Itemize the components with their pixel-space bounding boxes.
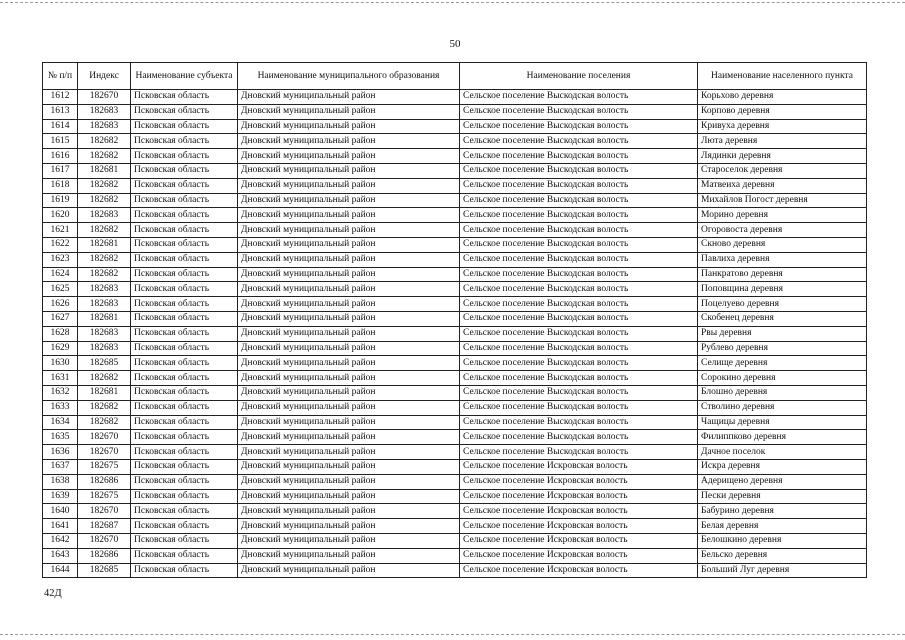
cell-municipality: Дновский муниципальный район xyxy=(238,371,460,386)
cell-row-number: 1633 xyxy=(43,400,78,415)
cell-municipality: Дновский муниципальный район xyxy=(238,90,460,105)
header-row-number: № п/п xyxy=(43,63,78,90)
cell-settlement: Сельское поселение Выскодская волость xyxy=(460,134,698,149)
cell-locality: Поповщина деревня xyxy=(698,282,867,297)
cell-settlement: Сельское поселение Искровская волость xyxy=(460,489,698,504)
cell-locality: Белая деревня xyxy=(698,519,867,534)
table-row xyxy=(43,134,867,149)
cell-settlement: Сельское поселение Выскодская волость xyxy=(460,237,698,252)
cell-postal-index: 182670 xyxy=(78,90,131,105)
cell-settlement: Сельское поселение Искровская волость xyxy=(460,459,698,474)
cell-settlement: Сельское поселение Выскодская волость xyxy=(460,311,698,326)
cell-postal-index: 182681 xyxy=(78,385,131,400)
cell-postal-index: 182682 xyxy=(78,252,131,267)
cell-municipality: Дновский муниципальный район xyxy=(238,459,460,474)
cell-settlement: Сельское поселение Выскодская волость xyxy=(460,445,698,460)
cell-subject: Псковская область xyxy=(131,208,238,223)
cell-subject: Псковская область xyxy=(131,267,238,282)
table-row xyxy=(43,223,867,238)
cell-subject: Псковская область xyxy=(131,223,238,238)
cell-municipality: Дновский муниципальный район xyxy=(238,430,460,445)
cell-row-number: 1622 xyxy=(43,237,78,252)
table-row xyxy=(43,208,867,223)
cell-row-number: 1644 xyxy=(43,563,78,578)
cell-subject: Псковская область xyxy=(131,297,238,312)
cell-subject: Псковская область xyxy=(131,504,238,519)
table-row xyxy=(43,489,867,504)
cell-row-number: 1618 xyxy=(43,178,78,193)
cell-settlement: Сельское поселение Выскодская волость xyxy=(460,252,698,267)
cell-postal-index: 182683 xyxy=(78,341,131,356)
cell-settlement: Сельское поселение Выскодская волость xyxy=(460,178,698,193)
cell-settlement: Сельское поселение Выскодская волость xyxy=(460,356,698,371)
cell-settlement: Сельское поселение Выскодская волость xyxy=(460,371,698,386)
cell-subject: Псковская область xyxy=(131,415,238,430)
cell-settlement: Сельское поселение Выскодская волость xyxy=(460,326,698,341)
cell-postal-index: 182670 xyxy=(78,445,131,460)
cell-postal-index: 182683 xyxy=(78,326,131,341)
cell-subject: Псковская область xyxy=(131,356,238,371)
cell-locality: Староселок деревня xyxy=(698,163,867,178)
cell-postal-index: 182682 xyxy=(78,178,131,193)
cell-municipality: Дновский муниципальный район xyxy=(238,178,460,193)
cell-locality: Огоровоста деревня xyxy=(698,223,867,238)
cell-locality: Скобенец деревня xyxy=(698,311,867,326)
cell-municipality: Дновский муниципальный район xyxy=(238,563,460,578)
table-row xyxy=(43,104,867,119)
cell-settlement: Сельское поселение Искровская волость xyxy=(460,519,698,534)
cell-locality: Корпово деревня xyxy=(698,104,867,119)
cell-municipality: Дновский муниципальный район xyxy=(238,252,460,267)
cell-locality: Белошкино деревня xyxy=(698,533,867,548)
cell-row-number: 1627 xyxy=(43,311,78,326)
table-row xyxy=(43,119,867,134)
cell-subject: Псковская область xyxy=(131,178,238,193)
cell-locality: Адерищено деревня xyxy=(698,474,867,489)
cell-row-number: 1643 xyxy=(43,548,78,563)
cell-postal-index: 182685 xyxy=(78,356,131,371)
cell-row-number: 1625 xyxy=(43,282,78,297)
cell-settlement: Сельское поселение Выскодская волость xyxy=(460,208,698,223)
cell-subject: Псковская область xyxy=(131,533,238,548)
cell-subject: Псковская область xyxy=(131,563,238,578)
cell-row-number: 1613 xyxy=(43,104,78,119)
cell-row-number: 1624 xyxy=(43,267,78,282)
cell-subject: Псковская область xyxy=(131,237,238,252)
cell-settlement: Сельское поселение Выскодская волость xyxy=(460,400,698,415)
cell-municipality: Дновский муниципальный район xyxy=(238,163,460,178)
cell-row-number: 1638 xyxy=(43,474,78,489)
cell-settlement: Сельское поселение Искровская волость xyxy=(460,563,698,578)
cell-municipality: Дновский муниципальный район xyxy=(238,149,460,164)
cell-settlement: Сельское поселение Выскодская волость xyxy=(460,193,698,208)
cell-locality: Михайлов Погост деревня xyxy=(698,193,867,208)
cell-row-number: 1619 xyxy=(43,193,78,208)
cell-municipality: Дновский муниципальный район xyxy=(238,341,460,356)
cell-postal-index: 182683 xyxy=(78,208,131,223)
cell-municipality: Дновский муниципальный район xyxy=(238,415,460,430)
cell-subject: Псковская область xyxy=(131,474,238,489)
cell-subject: Псковская область xyxy=(131,193,238,208)
footer-code: 42Д xyxy=(44,588,62,599)
cell-postal-index: 182670 xyxy=(78,533,131,548)
cell-municipality: Дновский муниципальный район xyxy=(238,193,460,208)
table-body xyxy=(43,90,867,578)
cell-postal-index: 182670 xyxy=(78,504,131,519)
cell-settlement: Сельское поселение Выскодская волость xyxy=(460,415,698,430)
cell-settlement: Сельское поселение Выскодская волость xyxy=(460,119,698,134)
table-row xyxy=(43,385,867,400)
cell-subject: Псковская область xyxy=(131,400,238,415)
cell-locality: Рублево деревня xyxy=(698,341,867,356)
cell-locality: Чащицы деревня xyxy=(698,415,867,430)
cell-row-number: 1621 xyxy=(43,223,78,238)
cell-subject: Псковская область xyxy=(131,430,238,445)
cell-postal-index: 182682 xyxy=(78,193,131,208)
table-row xyxy=(43,341,867,356)
cell-postal-index: 182681 xyxy=(78,311,131,326)
cell-postal-index: 182681 xyxy=(78,163,131,178)
header-locality: Наименование населенного пункта xyxy=(698,63,867,90)
scan-top-edge xyxy=(0,2,905,3)
cell-postal-index: 182685 xyxy=(78,563,131,578)
cell-municipality: Дновский муниципальный район xyxy=(238,474,460,489)
cell-row-number: 1628 xyxy=(43,326,78,341)
cell-locality: Павлиха деревня xyxy=(698,252,867,267)
cell-postal-index: 182682 xyxy=(78,134,131,149)
table-row xyxy=(43,415,867,430)
scan-bottom-edge xyxy=(0,634,905,635)
table-row xyxy=(43,149,867,164)
table-row xyxy=(43,356,867,371)
cell-municipality: Дновский муниципальный район xyxy=(238,104,460,119)
table-row xyxy=(43,326,867,341)
cell-settlement: Сельское поселение Выскодская волость xyxy=(460,385,698,400)
cell-settlement: Сельское поселение Искровская волость xyxy=(460,533,698,548)
cell-municipality: Дновский муниципальный район xyxy=(238,356,460,371)
cell-postal-index: 182686 xyxy=(78,474,131,489)
table-row xyxy=(43,504,867,519)
header-subject: Наименование субъекта xyxy=(131,63,238,90)
cell-subject: Псковская область xyxy=(131,311,238,326)
table-row xyxy=(43,267,867,282)
cell-municipality: Дновский муниципальный район xyxy=(238,208,460,223)
cell-subject: Псковская область xyxy=(131,459,238,474)
cell-settlement: Сельское поселение Искровская волость xyxy=(460,548,698,563)
header-municipality: Наименование муниципального образования xyxy=(238,63,460,90)
cell-locality: Искра деревня xyxy=(698,459,867,474)
cell-subject: Псковская область xyxy=(131,371,238,386)
cell-subject: Псковская область xyxy=(131,282,238,297)
cell-municipality: Дновский муниципальный район xyxy=(238,548,460,563)
cell-subject: Псковская область xyxy=(131,90,238,105)
cell-subject: Псковская область xyxy=(131,326,238,341)
cell-locality: Скново деревня xyxy=(698,237,867,252)
cell-municipality: Дновский муниципальный район xyxy=(238,282,460,297)
table-row xyxy=(43,163,867,178)
table-row xyxy=(43,178,867,193)
cell-postal-index: 182687 xyxy=(78,519,131,534)
cell-subject: Псковская область xyxy=(131,519,238,534)
cell-subject: Псковская область xyxy=(131,119,238,134)
cell-locality: Бабурино деревня xyxy=(698,504,867,519)
cell-row-number: 1612 xyxy=(43,90,78,105)
cell-postal-index: 182682 xyxy=(78,415,131,430)
cell-row-number: 1642 xyxy=(43,533,78,548)
cell-subject: Псковская область xyxy=(131,104,238,119)
cell-subject: Псковская область xyxy=(131,445,238,460)
cell-row-number: 1614 xyxy=(43,119,78,134)
cell-row-number: 1634 xyxy=(43,415,78,430)
cell-postal-index: 182686 xyxy=(78,548,131,563)
table-row xyxy=(43,311,867,326)
cell-municipality: Дновский муниципальный район xyxy=(238,297,460,312)
cell-locality: Лядинки деревня xyxy=(698,149,867,164)
cell-municipality: Дновский муниципальный район xyxy=(238,119,460,134)
cell-locality: Сорокино деревня xyxy=(698,371,867,386)
cell-locality: Корьхово деревня xyxy=(698,90,867,105)
table-row xyxy=(43,459,867,474)
cell-municipality: Дновский муниципальный район xyxy=(238,445,460,460)
cell-row-number: 1617 xyxy=(43,163,78,178)
cell-subject: Псковская область xyxy=(131,163,238,178)
cell-settlement: Сельское поселение Выскодская волость xyxy=(460,282,698,297)
cell-settlement: Сельское поселение Выскодская волость xyxy=(460,90,698,105)
cell-municipality: Дновский муниципальный район xyxy=(238,223,460,238)
cell-locality: Блошно деревня xyxy=(698,385,867,400)
cell-settlement: Сельское поселение Выскодская волость xyxy=(460,163,698,178)
cell-locality: Филиппково деревня xyxy=(698,430,867,445)
cell-postal-index: 182682 xyxy=(78,267,131,282)
cell-row-number: 1640 xyxy=(43,504,78,519)
table-row xyxy=(43,548,867,563)
cell-settlement: Сельское поселение Выскодская волость xyxy=(460,104,698,119)
table-row xyxy=(43,297,867,312)
cell-subject: Псковская область xyxy=(131,134,238,149)
cell-locality: Кривуха деревня xyxy=(698,119,867,134)
header-postal-index: Индекс xyxy=(78,63,131,90)
cell-locality: Поцелуево деревня xyxy=(698,297,867,312)
cell-subject: Псковская область xyxy=(131,548,238,563)
cell-row-number: 1629 xyxy=(43,341,78,356)
cell-municipality: Дновский муниципальный район xyxy=(238,519,460,534)
table-row xyxy=(43,193,867,208)
cell-municipality: Дновский муниципальный район xyxy=(238,385,460,400)
cell-row-number: 1615 xyxy=(43,134,78,149)
table-row xyxy=(43,533,867,548)
cell-row-number: 1631 xyxy=(43,371,78,386)
cell-postal-index: 182682 xyxy=(78,149,131,164)
cell-locality: Селище деревня xyxy=(698,356,867,371)
cell-row-number: 1626 xyxy=(43,297,78,312)
cell-municipality: Дновский муниципальный район xyxy=(238,237,460,252)
cell-locality: Панкратово деревня xyxy=(698,267,867,282)
cell-row-number: 1620 xyxy=(43,208,78,223)
cell-locality: Рвы деревня xyxy=(698,326,867,341)
cell-row-number: 1635 xyxy=(43,430,78,445)
table-row xyxy=(43,563,867,578)
cell-municipality: Дновский муниципальный район xyxy=(238,400,460,415)
cell-locality: Дачное поселок xyxy=(698,445,867,460)
cell-subject: Псковская область xyxy=(131,149,238,164)
cell-subject: Псковская область xyxy=(131,252,238,267)
cell-municipality: Дновский муниципальный район xyxy=(238,326,460,341)
table-header-row xyxy=(43,63,867,90)
table-row xyxy=(43,90,867,105)
table-row xyxy=(43,519,867,534)
cell-subject: Псковская область xyxy=(131,489,238,504)
cell-row-number: 1641 xyxy=(43,519,78,534)
settlements-table xyxy=(42,62,867,578)
cell-municipality: Дновский муниципальный район xyxy=(238,504,460,519)
cell-postal-index: 182682 xyxy=(78,371,131,386)
cell-municipality: Дновский муниципальный район xyxy=(238,489,460,504)
cell-postal-index: 182681 xyxy=(78,237,131,252)
table-row xyxy=(43,445,867,460)
cell-municipality: Дновский муниципальный район xyxy=(238,533,460,548)
cell-row-number: 1636 xyxy=(43,445,78,460)
table-row xyxy=(43,430,867,445)
header-settlement: Наименование поселения xyxy=(460,63,698,90)
cell-settlement: Сельское поселение Искровская волость xyxy=(460,474,698,489)
cell-postal-index: 182682 xyxy=(78,223,131,238)
cell-locality: Матвеиха деревня xyxy=(698,178,867,193)
cell-settlement: Сельское поселение Выскодская волость xyxy=(460,341,698,356)
page-number: 50 xyxy=(449,38,461,50)
cell-settlement: Сельское поселение Выскодская волость xyxy=(460,297,698,312)
cell-row-number: 1623 xyxy=(43,252,78,267)
cell-postal-index: 182683 xyxy=(78,282,131,297)
cell-municipality: Дновский муниципальный район xyxy=(238,311,460,326)
cell-subject: Псковская область xyxy=(131,385,238,400)
cell-postal-index: 182683 xyxy=(78,104,131,119)
cell-settlement: Сельское поселение Искровская волость xyxy=(460,504,698,519)
cell-settlement: Сельское поселение Выскодская волость xyxy=(460,149,698,164)
cell-postal-index: 182683 xyxy=(78,297,131,312)
cell-municipality: Дновский муниципальный район xyxy=(238,267,460,282)
cell-row-number: 1630 xyxy=(43,356,78,371)
cell-postal-index: 182675 xyxy=(78,459,131,474)
table-row xyxy=(43,282,867,297)
table-row xyxy=(43,474,867,489)
cell-locality: Люта деревня xyxy=(698,134,867,149)
cell-settlement: Сельское поселение Выскодская волость xyxy=(460,223,698,238)
table-row xyxy=(43,400,867,415)
cell-locality: Больший Луг деревня xyxy=(698,563,867,578)
cell-postal-index: 182683 xyxy=(78,119,131,134)
cell-row-number: 1616 xyxy=(43,149,78,164)
table-row xyxy=(43,237,867,252)
cell-subject: Псковская область xyxy=(131,341,238,356)
cell-row-number: 1639 xyxy=(43,489,78,504)
cell-postal-index: 182675 xyxy=(78,489,131,504)
cell-row-number: 1632 xyxy=(43,385,78,400)
cell-locality: Бельско деревня xyxy=(698,548,867,563)
table-row xyxy=(43,371,867,386)
cell-municipality: Дновский муниципальный район xyxy=(238,134,460,149)
cell-row-number: 1637 xyxy=(43,459,78,474)
table-row xyxy=(43,252,867,267)
cell-settlement: Сельское поселение Выскодская волость xyxy=(460,267,698,282)
cell-settlement: Сельское поселение Выскодская волость xyxy=(460,430,698,445)
cell-postal-index: 182682 xyxy=(78,400,131,415)
cell-locality: Морино деревня xyxy=(698,208,867,223)
cell-locality: Пески деревня xyxy=(698,489,867,504)
cell-locality: Стволино деревня xyxy=(698,400,867,415)
cell-postal-index: 182670 xyxy=(78,430,131,445)
